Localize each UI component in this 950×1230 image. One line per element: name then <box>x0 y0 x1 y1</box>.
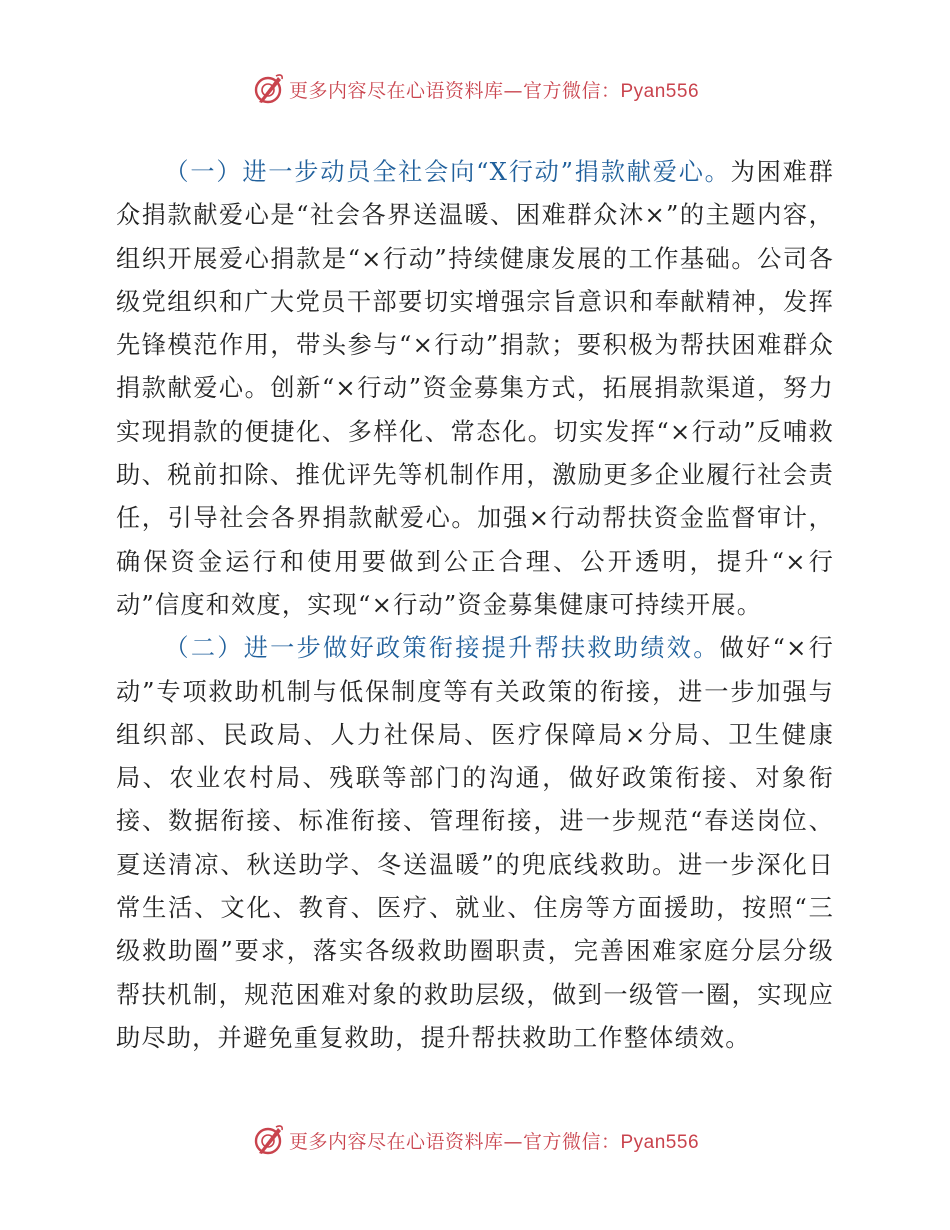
section-body-1: 为困难群众捐款献爱心是“社会各界送温暖、困难群众沐×”的主题内容，组织开展爱心捐款是“×行动”持续健康发展的工作基础。公司各级党组织和广大党员干部要切实增强宗旨意识和奉献精神，发挥先锋模范作用，带头参与“×行动”捐款；要积极为帮扶困难群众捐款献爱心。创新“×行动”资金募集方式，拓展捐款渠道，努力实现捐款的便捷化、多样化、常态化。切实发挥“×行动”反哺救助、税前扣除、推优评先等机制作用，激励更多企业履行社会责任，引导社会各界捐款献爱心。加强×行动帮扶资金监督审计，确保资金运行和使用要做到公正合理、公开透明，提升“×行动”信度和效度，实现“×行动”资金募集健康可持续开展。 <box>116 158 834 619</box>
header-watermark <box>0 69 950 109</box>
paragraph-2 <box>116 627 834 1060</box>
quill-logo-icon <box>251 1123 285 1157</box>
quill-logo-icon <box>251 72 285 106</box>
watermark-text: 更多内容尽在心语资料库—官方微信：Pyan556 <box>288 1130 700 1153</box>
section-heading-1: （一）进一步动员全社会向“X行动”捐款献爱心。 <box>164 158 731 186</box>
document-body <box>116 151 834 1060</box>
paragraph-1 <box>116 151 834 627</box>
footer-watermark <box>0 1120 950 1160</box>
watermark-text: 更多内容尽在心语资料库—官方微信：Pyan556 <box>288 79 700 102</box>
section-body-2: 做好“×行动”专项救助机制与低保制度等有关政策的衔接，进一步加强与组织部、民政局、人力社保局、医疗保障局×分局、卫生健康局、农业农村局、残联等部门的沟通，做好政策衔接、对象衔接、数据衔接、标准衔接、管理衔接，进一步规范“春送岗位、夏送清凉、秋送助学、冬送温暖”的兜底线救助。进一步深化日常生活、文化、教育、医疗、就业、住房等方面援助，按照“三级救助圈”要求，落实各级救助圈职责，完善困难家庭分层分级帮扶机制，规范困难对象的救助层级，做到一级管一圈，实现应助尽助，并避免重复救助，提升帮扶救助工作整体绩效。 <box>116 634 834 1052</box>
section-heading-2: （二）进一步做好政策衔接提升帮扶救助绩效。 <box>164 634 720 663</box>
